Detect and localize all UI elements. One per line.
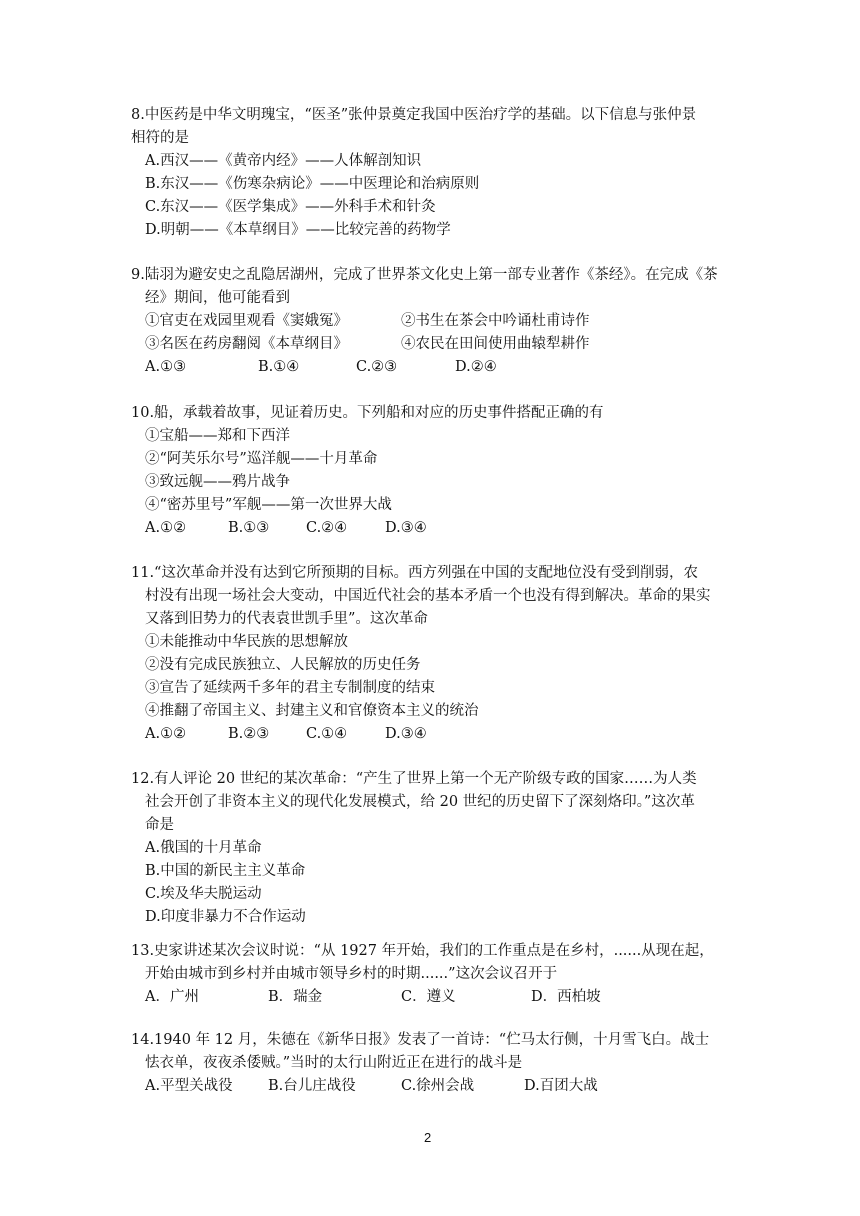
- question-12-stem-line-3: 命是: [145, 817, 174, 833]
- question-8-stem-line-2: 相符的是: [131, 130, 189, 146]
- question-9-option-c: C.②③: [356, 359, 398, 375]
- question-13-option-d: D．西柏坡: [531, 989, 601, 1005]
- question-9-item-2: ②书生在茶会中吟诵杜甫诗作: [401, 313, 590, 329]
- question-11-option-c: C.①④: [306, 726, 348, 742]
- question-9-stem-line-2: 经》期间，他可能看到: [145, 290, 290, 306]
- question-9-option-b: B.①④: [258, 359, 300, 375]
- question-12-option-a: A.俄国的十月革命: [145, 840, 262, 856]
- question-12-stem-line-1: 12.有人评论 20 世纪的某次革命：“产生了世界上第一个无产阶级专政的国家……为人类: [131, 771, 697, 787]
- question-14-option-c: C.徐州会战: [401, 1078, 475, 1094]
- page-number: 2: [424, 1130, 432, 1145]
- question-9-option-d: D.②④: [455, 359, 497, 375]
- question-13-stem-line-1: 13.史家讲述某次会议时说：“从 1927 年开始，我们的工作重点是在乡村，......从现在起，: [131, 943, 714, 959]
- question-11-stem-line-1: 11.“这次革命并没有达到它所预期的目标。西方列强在中国的支配地位没有受到削弱，农: [131, 565, 698, 581]
- question-14-option-a: A.平型关战役: [145, 1078, 233, 1094]
- question-10-item-2: ②“阿芙乐尔号”巡洋舰——十月革命: [145, 451, 378, 467]
- question-9-item-4: ④农民在田间使用曲辕犁耕作: [401, 336, 590, 352]
- question-8-option-c: C.东汉——《医学集成》——外科手术和针灸: [145, 199, 436, 215]
- question-12-option-d: D.印度非暴力不合作运动: [145, 909, 306, 925]
- question-9-item-3: ③名医在药房翻阅《本草纲目》: [145, 336, 348, 352]
- question-13-stem-line-2: 开始由城市到乡村并由城市领导乡村的时期......”这次会议召开于: [145, 966, 558, 982]
- question-10-stem: 10.船，承载着故事，见证着历史。下列船和对应的历史事件搭配正确的有: [131, 405, 604, 421]
- question-10-item-4: ④“密苏里号”军舰——第一次世界大战: [145, 497, 392, 513]
- question-9-stem-line-1: 9.陆羽为避安史之乱隐居湖州，完成了世界茶文化史上第一部专业著作《茶经》。在完成《茶: [131, 267, 718, 283]
- question-13-option-b: B．瑞金: [268, 989, 323, 1005]
- question-10-option-c: C.②④: [306, 520, 348, 536]
- question-12-stem-line-2: 社会开创了非资本主义的现代化发展模式，给 20 世纪的历史留下了深刻烙印。”这次革: [145, 794, 695, 810]
- question-9-item-1: ①官吏在戏园里观看《窦娥冤》: [145, 313, 348, 329]
- question-8-option-d: D.明朝——《本草纲目》——比较完善的药物学: [145, 222, 451, 238]
- question-12-option-c: C.埃及华夫脱运动: [145, 886, 262, 902]
- question-14-option-b: B.台儿庄战役: [268, 1078, 356, 1094]
- question-11-item-1: ①未能推动中华民族的思想解放: [145, 634, 348, 650]
- question-13-option-c: C．遵义: [401, 989, 456, 1005]
- question-8-stem-line-1: 8.中医药是中华文明瑰宝，“医圣”张仲景奠定我国中医治疗学的基础。以下信息与张仲景: [131, 107, 697, 123]
- question-12-option-b: B.中国的新民主主义革命: [145, 863, 306, 879]
- question-11-option-b: B.②③: [228, 726, 270, 742]
- question-11-item-3: ③宣告了延续两千多年的君主专制制度的结束: [145, 680, 435, 696]
- question-10-item-1: ①宝船——郑和下西洋: [145, 428, 290, 444]
- question-10-option-b: B.①③: [228, 520, 270, 536]
- question-14-stem-line-2: 怯衣单，夜夜杀倭贼。”当时的太行山附近正在进行的战斗是: [145, 1055, 523, 1071]
- question-10-option-d: D.③④: [385, 520, 427, 536]
- question-8-option-a: A.西汉——《黄帝内经》——人体解剖知识: [145, 153, 422, 169]
- question-11-item-4: ④推翻了帝国主义、封建主义和官僚资本主义的统治: [145, 703, 479, 719]
- question-11-item-2: ②没有完成民族独立、人民解放的历史任务: [145, 657, 421, 673]
- question-13-option-a: A．广州: [145, 989, 199, 1005]
- question-9-option-a: A.①③: [145, 359, 187, 375]
- question-10-option-a: A.①②: [145, 520, 187, 536]
- question-11-stem-line-3: 又落到旧势力的代表袁世凯手里”。这次革命: [145, 611, 428, 627]
- question-10-item-3: ③致远舰——鸦片战争: [145, 474, 290, 490]
- question-11-option-d: D.③④: [385, 726, 427, 742]
- question-11-option-a: A.①②: [145, 726, 187, 742]
- question-14-option-d: D.百团大战: [524, 1078, 598, 1094]
- question-14-stem-line-1: 14.1940 年 12 月，朱德在《新华日报》发表了一首诗：“伫马太行侧，十月雪飞白。战士: [131, 1032, 710, 1048]
- question-11-stem-line-2: 村没有出现一场社会大变动，中国近代社会的基本矛盾一个也没有得到解决。革命的果实: [145, 588, 711, 604]
- question-8-option-b: B.东汉——《伤寒杂病论》——中医理论和治病原则: [145, 176, 480, 192]
